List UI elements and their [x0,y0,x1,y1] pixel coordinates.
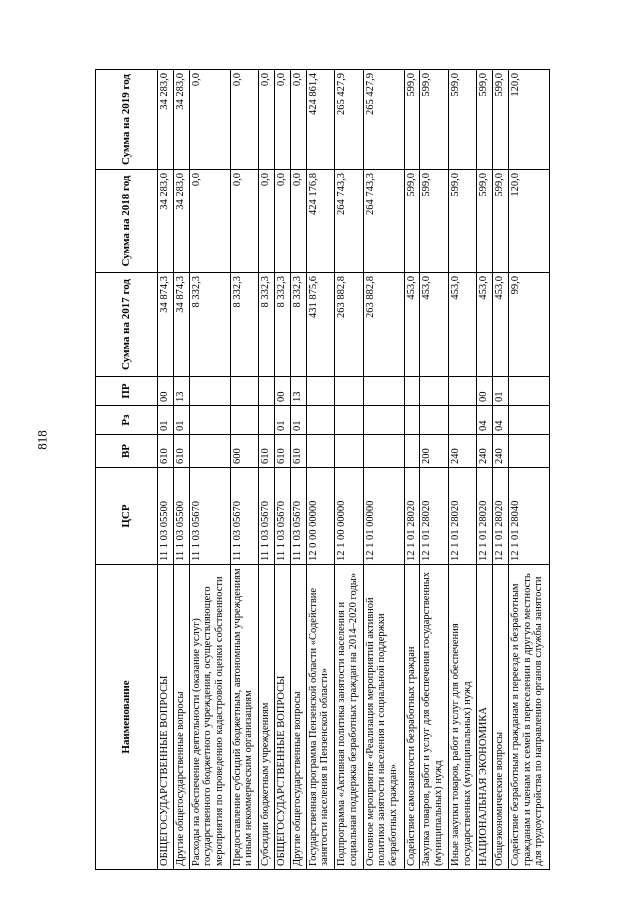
table-row [420,70,448,870]
cell-name: Закупка товаров, работ и услуг для обеспечения государственных (муниципальных) нужд [420,565,448,870]
table-row [448,70,476,870]
table-body [158,70,550,870]
cell-sum-2019: 34 283,0 [158,70,174,170]
table-row [189,70,230,870]
cell-vr: 610 [173,435,189,468]
cell-name: Другие общегосударственные вопросы [290,565,306,870]
cell-name: Подпрограмма «Активная политика занятости населения и социальная поддержка безработных граждан на 2014–2020 годы» [335,565,363,870]
cell-rz: 04 [493,406,509,435]
cell-name: Основное мероприятие «Реализация мероприятий активной политики занятости населения и социальной поддержки безработных граждан» [363,565,404,870]
cell-vr [404,435,420,468]
cell-sum-2018: 0,0 [259,170,275,273]
header-sum-2019: Сумма на 2019 год [96,70,158,170]
cell-sum-2018: 264 743,3 [363,170,404,273]
cell-pr: 13 [173,377,189,406]
cell-sum-2017: 8 332,3 [230,273,258,377]
cell-vr [335,435,363,468]
table-row [230,70,258,870]
cell-sum-2019: 265 427,9 [363,70,404,170]
cell-vr: 200 [420,435,448,468]
table-header-row [96,70,158,870]
cell-sum-2017: 99,0 [508,273,549,377]
cell-sum-2019: 599,0 [477,70,493,170]
cell-sum-2017: 453,0 [477,273,493,377]
cell-csr: 12 1 01 00000 [363,468,404,565]
cell-csr: 11 1 03 05500 [158,468,174,565]
cell-rz [404,406,420,435]
cell-rz [259,406,275,435]
table-row [363,70,404,870]
cell-csr: 12 1 01 28040 [508,468,549,565]
cell-sum-2018: 599,0 [448,170,476,273]
header-name: Наименование [96,565,158,870]
cell-sum-2019: 0,0 [290,70,306,170]
cell-sum-2019: 599,0 [404,70,420,170]
cell-rz [363,406,404,435]
table-row [290,70,306,870]
cell-csr: 11 1 03 05670 [290,468,306,565]
table-row [274,70,290,870]
cell-sum-2018: 599,0 [420,170,448,273]
header-csr: ЦСР [96,468,158,565]
cell-sum-2019: 599,0 [493,70,509,170]
cell-pr [508,377,549,406]
cell-csr: 11 1 03 05500 [173,468,189,565]
cell-name: ОБЩЕГОСУДАРСТВЕННЫЕ ВОПРОСЫ [158,565,174,870]
cell-sum-2017: 453,0 [420,273,448,377]
cell-vr: 610 [158,435,174,468]
cell-vr: 240 [477,435,493,468]
cell-pr: 13 [290,377,306,406]
cell-pr [404,377,420,406]
header-sum-2018: Сумма на 2018 год [96,170,158,273]
cell-sum-2019: 0,0 [189,70,230,170]
cell-sum-2018: 34 283,0 [173,170,189,273]
cell-vr [306,435,334,468]
cell-sum-2017: 8 332,3 [189,273,230,377]
cell-vr [508,435,549,468]
cell-rz [306,406,334,435]
cell-name: ОБЩЕГОСУДАРСТВЕННЫЕ ВОПРОСЫ [274,565,290,870]
cell-sum-2018: 120,0 [508,170,549,273]
cell-vr: 610 [274,435,290,468]
cell-sum-2019: 599,0 [420,70,448,170]
cell-sum-2017: 263 882,8 [363,273,404,377]
cell-pr [259,377,275,406]
header-rz: Рз [96,406,158,435]
cell-csr: 12 1 01 28020 [404,468,420,565]
cell-csr: 11 1 03 05670 [274,468,290,565]
cell-rz [508,406,549,435]
header-pr: ПР [96,377,158,406]
cell-sum-2017: 8 332,3 [290,273,306,377]
cell-sum-2018: 424 176,8 [306,170,334,273]
table-row [508,70,549,870]
cell-sum-2019: 0,0 [274,70,290,170]
cell-sum-2018: 599,0 [493,170,509,273]
cell-csr: 12 1 00 00000 [335,468,363,565]
cell-name: Содействие самозанятости безработных граждан [404,565,420,870]
cell-name: Другие общегосударственные вопросы [173,565,189,870]
page-number: 818 [34,430,50,450]
cell-pr [230,377,258,406]
cell-rz [189,406,230,435]
cell-pr [189,377,230,406]
cell-rz [420,406,448,435]
cell-sum-2018: 0,0 [230,170,258,273]
table-row [404,70,420,870]
table-row [259,70,275,870]
cell-sum-2017: 8 332,3 [259,273,275,377]
cell-pr [363,377,404,406]
cell-rz [448,406,476,435]
cell-sum-2019: 0,0 [259,70,275,170]
cell-sum-2017: 34 874,3 [158,273,174,377]
cell-csr: 12 1 01 28020 [420,468,448,565]
cell-sum-2019: 0,0 [230,70,258,170]
cell-sum-2017: 431 875,6 [306,273,334,377]
table-row [493,70,509,870]
cell-csr: 12 1 01 28020 [493,468,509,565]
cell-vr [189,435,230,468]
cell-name: НАЦИОНАЛЬНАЯ ЭКОНОМИКА [477,565,493,870]
header-sum-2017: Сумма на 2017 год [96,273,158,377]
cell-csr: 12 0 00 00000 [306,468,334,565]
cell-sum-2018: 264 743,3 [335,170,363,273]
cell-sum-2019: 424 861,4 [306,70,334,170]
cell-csr: 11 1 03 05670 [189,468,230,565]
cell-sum-2018: 0,0 [290,170,306,273]
cell-rz [230,406,258,435]
cell-csr: 12 1 01 28020 [448,468,476,565]
cell-sum-2018: 0,0 [189,170,230,273]
cell-vr: 240 [493,435,509,468]
cell-rz: 04 [477,406,493,435]
cell-sum-2017: 453,0 [493,273,509,377]
cell-rz: 01 [290,406,306,435]
cell-name: Содействие безработным гражданам в переезде и безработным гражданам и членам их семей в переселении в другую местность для трудоустройства по направлению органов службы занятости [508,565,549,870]
cell-rz [335,406,363,435]
cell-pr: 00 [477,377,493,406]
cell-sum-2017: 8 332,3 [274,273,290,377]
cell-name: Государственная программа Пензенской области «Содействие занятости населения в Пензенской области» [306,565,334,870]
table-row [335,70,363,870]
cell-pr: 00 [158,377,174,406]
cell-sum-2017: 453,0 [404,273,420,377]
cell-rz: 01 [173,406,189,435]
cell-vr: 610 [259,435,275,468]
cell-vr: 610 [290,435,306,468]
cell-pr [335,377,363,406]
cell-sum-2019: 120,0 [508,70,549,170]
table-row [158,70,174,870]
cell-pr: 01 [493,377,509,406]
cell-vr [363,435,404,468]
cell-sum-2019: 599,0 [448,70,476,170]
cell-pr [448,377,476,406]
table-row [173,70,189,870]
cell-vr: 240 [448,435,476,468]
cell-rz: 01 [274,406,290,435]
cell-sum-2017: 453,0 [448,273,476,377]
cell-sum-2018: 599,0 [404,170,420,273]
cell-sum-2017: 34 874,3 [173,273,189,377]
cell-sum-2019: 34 283,0 [173,70,189,170]
cell-name: Иные закупки товаров, работ и услуг для обеспечения государственных (муниципальных) нужд [448,565,476,870]
header-vr: ВР [96,435,158,468]
cell-pr: 00 [274,377,290,406]
cell-vr: 600 [230,435,258,468]
rotated-page-content [95,70,550,870]
budget-table [95,69,550,870]
cell-csr: 11 1 03 05670 [230,468,258,565]
cell-sum-2018: 599,0 [477,170,493,273]
cell-rz: 01 [158,406,174,435]
cell-name: Предоставление субсидий бюджетным, автономным учреждениям и иным некоммерческим организациям [230,565,258,870]
cell-sum-2017: 263 882,8 [335,273,363,377]
cell-sum-2018: 0,0 [274,170,290,273]
table-row [477,70,493,870]
cell-name: Субсидии бюджетным учреждениям [259,565,275,870]
cell-name: Общеэкономические вопросы [493,565,509,870]
table-row [306,70,334,870]
cell-sum-2018: 34 283,0 [158,170,174,273]
cell-pr [306,377,334,406]
cell-csr: 12 1 01 28020 [477,468,493,565]
cell-csr: 11 1 03 05670 [259,468,275,565]
cell-pr [420,377,448,406]
cell-sum-2019: 265 427,9 [335,70,363,170]
cell-name: Расходы на обеспечение деятельности (оказание услуг) государственного бюджетного учреждения, осуществляющего мероприятия по проведению кадастровой оценки собственности [189,565,230,870]
